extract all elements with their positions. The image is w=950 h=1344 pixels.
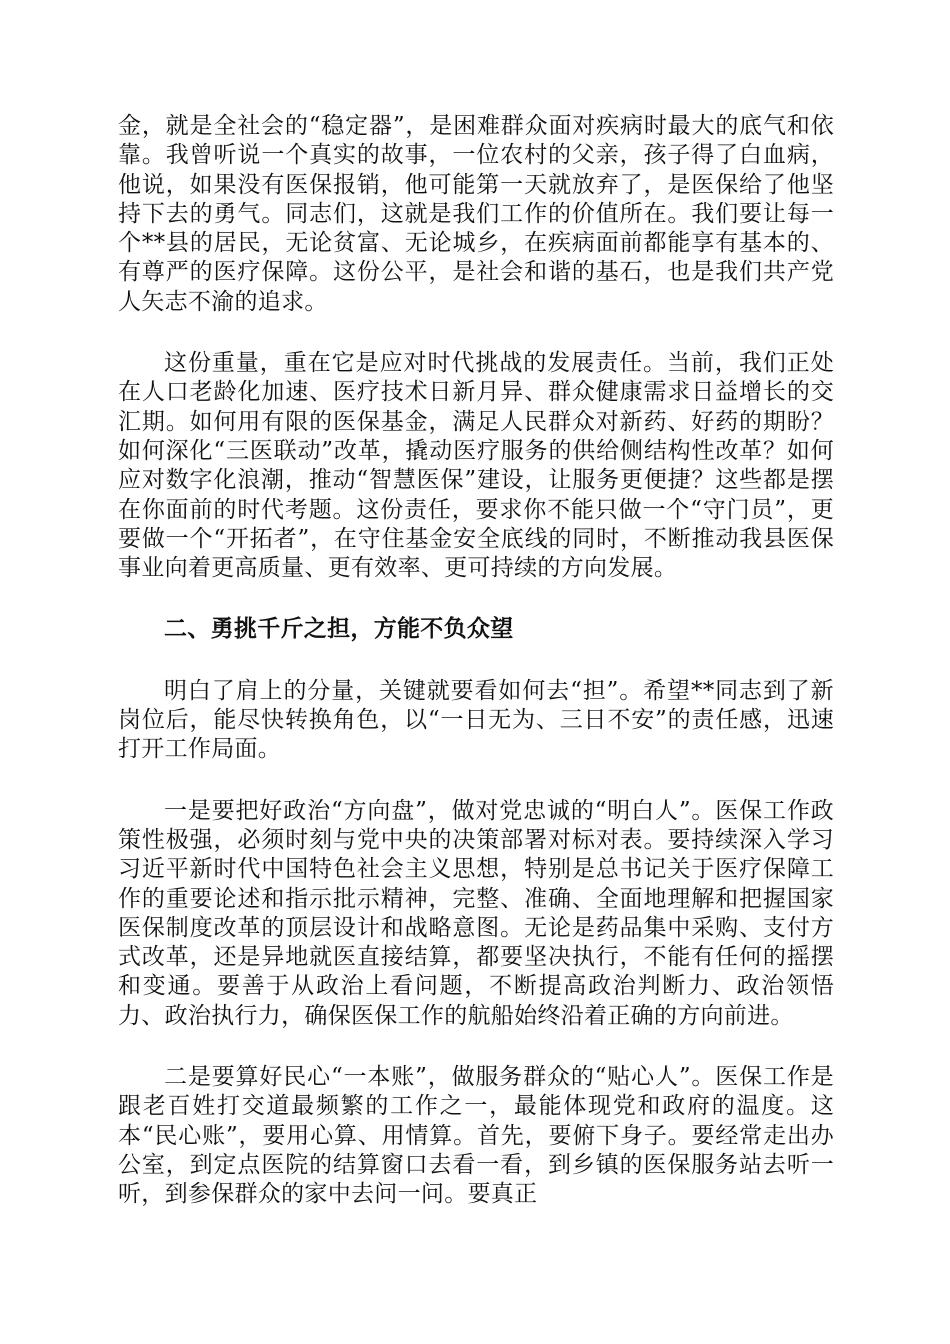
paragraph-2: 这份重量，重在它是应对时代挑战的发展责任。当前，我们正处在人口老龄化加速、医疗技术日新月异、群众健康需求日益增长的交汇期。如何用有限的医保基金，满足人民群众对新药、好药的期盼？如何深化“三医联动”改革，撬动医疗服务的供给侧结构性改革？如何应对数字化浪潮，推动“智慧医保”建设，让服务更便捷？这些都是摆在你面前的时代考题。这份责任，要求你不能只做一个“守门员”，更要做一个“开拓者”，在守住基金安全底线的同时，不断推动我县医保事业向着更高质量、更有效率、更可持续的方向发展。 xyxy=(118,350,834,582)
document-page xyxy=(118,112,834,1210)
paragraph-4: 一是要把好政治“方向盘”，做对党忠诚的“明白人”。医保工作政策性极强，必须时刻与党中央的决策部署对标对表。要持续深入学习习近平新时代中国特色社会主义思想，特别是总书记关于医疗保障工作的重要论述和指示批示精神，完整、准确、全面地理解和把握国家医保制度改革的顶层设计和战略意图。无论是药品集中采购、支付方式改革，还是异地就医直接结算，都要坚决执行，不能有任何的摇摆和变通。要善于从政治上看问题，不断提高政治判断力、政治领悟力、政治执行力，确保医保工作的航船始终沿着正确的方向前进。 xyxy=(118,797,834,1029)
paragraph-1: 金，就是全社会的“稳定器”，是困难群众面对疾病时最大的底气和依靠。我曾听说一个真实的故事，一位农村的父亲，孩子得了白血病，他说，如果没有医保报销，他可能第一天就放弃了，是医保给了他坚持下去的勇气。同志们，这就是我们工作的价值所在。我们要让每一个**县的居民，无论贫富、无论城乡，在疾病面前都能享有基本的、有尊严的医疗保障。这份公平，是社会和谐的基石，也是我们共产党人矢志不渝的追求。 xyxy=(118,113,834,315)
paragraph-gap xyxy=(118,645,834,677)
paragraph-gap xyxy=(118,1031,834,1063)
paragraph-3: 明白了肩上的分量，关键就要看如何去“担”。希望**同志到了新岗位后，能尽快转换角色，以“一日无为、三日不安”的责任感，迅速打开工作局面。 xyxy=(118,677,834,763)
section-heading-2: 二、勇挑千斤之担，方能不负众望 xyxy=(164,616,514,643)
paragraph-gap xyxy=(118,317,834,349)
paragraph-5: 二是要算好民心“一本账”，做服务群众的“贴心人”。医保工作是跟老百姓打交道最频繁的工作之一，最能体现党和政府的温度。这本“民心账”，要用心算、用情算。首先，要俯下身子。要经常走出办公室，到定点医院的结算窗口去看一看，到乡镇的医保服务站去听一听，到参保群众的家中去问一问。要真正 xyxy=(118,1064,834,1208)
paragraph-gap xyxy=(118,765,834,797)
paragraph-gap xyxy=(118,583,834,615)
